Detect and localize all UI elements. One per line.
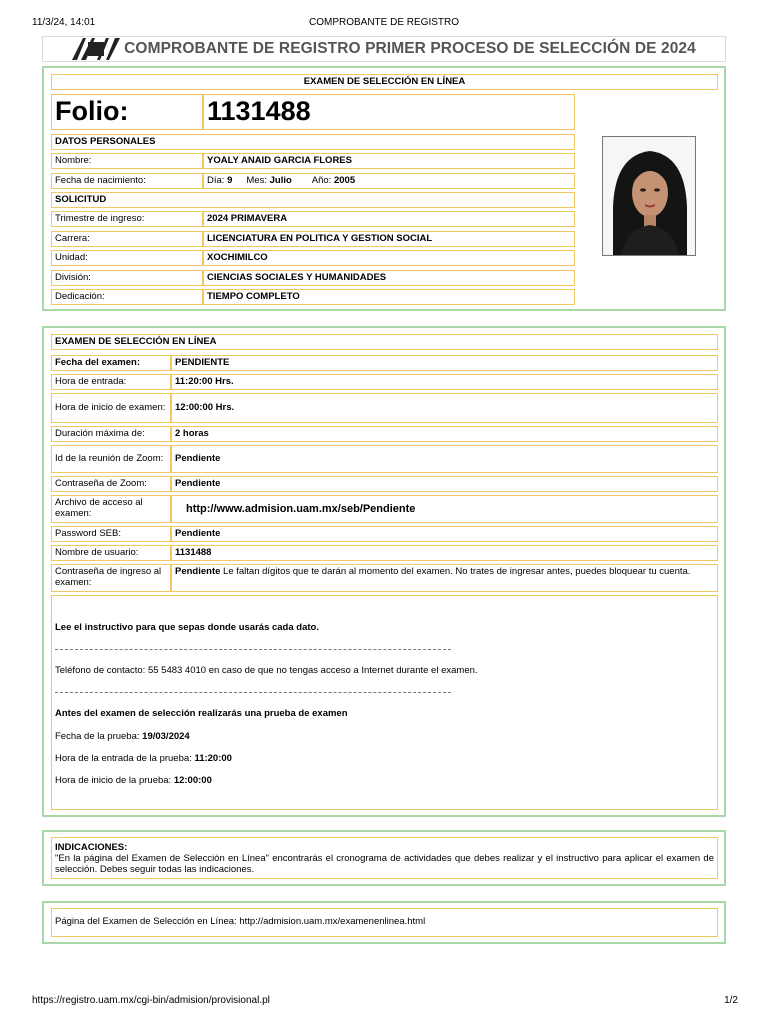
contrasena-ingreso-status: Pendiente [175,566,221,577]
folio-label: Folio: [51,94,203,130]
contrasena-ingreso-note: Le faltan dígitos que te darán al momento del examen. No trates de ingresar antes, puedes bloquear tu cuenta. [220,566,691,577]
nombre-value: YOALY ANAID GARCIA FLORES [203,153,575,169]
hora-inicio-value: 12:00:00 Hrs. [171,393,718,423]
carrera-label: Carrera: [51,231,203,247]
division-value: CIENCIAS SOCIALES Y HUMANIDADES [203,270,575,286]
prueba-intro: Antes del examen de selección realizarás una prueba de examen [55,708,348,719]
page-number: 1/2 [724,995,738,1006]
zoom-id-label: Id de la reunión de Zoom: [51,445,171,473]
datos-personales-header: DATOS PERSONALES [51,134,575,150]
nacimiento-label: Fecha de nacimiento: [51,173,203,189]
dia-label: Día: [207,174,225,186]
usuario-label: Nombre de usuario: [51,545,171,561]
indicaciones-box [51,837,718,879]
anio-value: 2005 [333,174,356,186]
divider [55,649,451,650]
nacimiento-value [203,173,575,189]
zoom-id-value: Pendiente [171,445,718,473]
fecha-prueba-value: 19/03/2024 [142,731,190,742]
solicitud-header: SOLICITUD [51,192,575,208]
hora-inicio-prueba-value: 12:00:00 [173,775,212,786]
hora-entrada-label: Hora de entrada: [51,374,171,390]
pagina-examen-link[interactable]: Página del Examen de Selección en Línea: http://admision.uam.mx/examenenlinea.html [51,908,718,937]
divider [55,692,451,693]
folio-value: 1131488 [203,94,575,130]
anio-label: Año: [311,174,332,186]
duracion-label: Duración máxima de: [51,426,171,442]
trimestre-label: Trimestre de ingreso: [51,211,203,227]
fecha-examen-label: Fecha del examen: [51,355,171,371]
indicaciones-text: "En la página del Examen de Selección en Línea" encontrarás el cronograma de actividades que debes realizar y el instructivo para aplicar el examen de selección. Debes seguir todas las indicaciones. [55,852,714,875]
print-header [0,17,768,31]
carrera-value: LICENCIATURA EN POLITICA Y GESTION SOCIAL [203,231,575,247]
usuario-value: 1131488 [171,545,718,561]
uam-logo-icon [72,38,120,60]
division-label: División: [51,270,203,286]
examen-notes [51,595,718,810]
hora-inicio-prueba [55,775,212,786]
dia-value: 9 [227,174,233,186]
registro-header: EXAMEN DE SELECCIÓN EN LÍNEA [51,74,718,90]
indicaciones-panel [42,830,726,886]
applicant-photo [602,136,696,256]
contrasena-ingreso-label: Contraseña de ingreso al examen: [51,564,171,592]
print-title: COMPROBANTE DE REGISTRO [308,17,459,28]
pagina-examen-panel [42,901,726,944]
applicant-photo-image [603,137,696,256]
password-seb-label: Password SEB: [51,526,171,542]
unidad-value: XOCHIMILCO [203,250,575,266]
mes-value: Julio [269,174,292,186]
contrasena-ingreso-value [171,564,718,592]
dedicacion-value: TIEMPO COMPLETO [203,289,575,305]
fecha-prueba [55,731,190,742]
hora-entrada-prueba-value: 11:20:00 [194,753,232,764]
print-datetime: 11/3/24, 14:01 [32,17,96,28]
archivo-acceso-link[interactable]: http://www.admision.uam.mx/seb/Pendiente [171,495,718,523]
zoom-password-label: Contraseña de Zoom: [51,476,171,492]
hora-entrada-prueba [55,753,232,764]
password-seb-value: Pendiente [171,526,718,542]
title-bar [42,36,726,62]
hora-inicio-prueba-label: Hora de inicio de la prueba: [55,775,172,786]
trimestre-value: 2024 PRIMAVERA [203,211,575,227]
hora-entrada-value: 11:20:00 Hrs. [171,374,718,390]
hora-entrada-prueba-label: Hora de la entrada de la prueba: [55,753,192,764]
instructivo-note: Lee el instructivo para que sepas donde usarás cada dato. [55,622,319,633]
fecha-examen-value: PENDIENTE [171,355,718,371]
print-url: https://registro.uam.mx/cgi-bin/admision/provisional.pl [32,995,270,1006]
registro-panel [42,66,726,311]
fecha-prueba-label: Fecha de la prueba: [55,731,140,742]
unidad-label: Unidad: [51,250,203,266]
mes-label: Mes: [246,174,267,186]
dedicacion-label: Dedicación: [51,289,203,305]
telefono-note: Teléfono de contacto: 55 5483 4010 en caso de que no tengas acceso a Internet durante el examen. [55,665,478,676]
page-title: COMPROBANTE DE REGISTRO PRIMER PROCESO DE SELECCIÓN DE 2024 [124,40,696,57]
hora-inicio-label: Hora de inicio de examen: [51,393,171,423]
nombre-label: Nombre: [51,153,203,169]
indicaciones-title: INDICACIONES: [55,842,128,853]
examen-panel [42,326,726,817]
duracion-value: 2 horas [171,426,718,442]
examen-header: EXAMEN DE SELECCIÓN EN LÍNEA [51,334,718,350]
zoom-password-value: Pendiente [171,476,718,492]
archivo-acceso-label: Archivo de acceso al examen: [51,495,171,523]
